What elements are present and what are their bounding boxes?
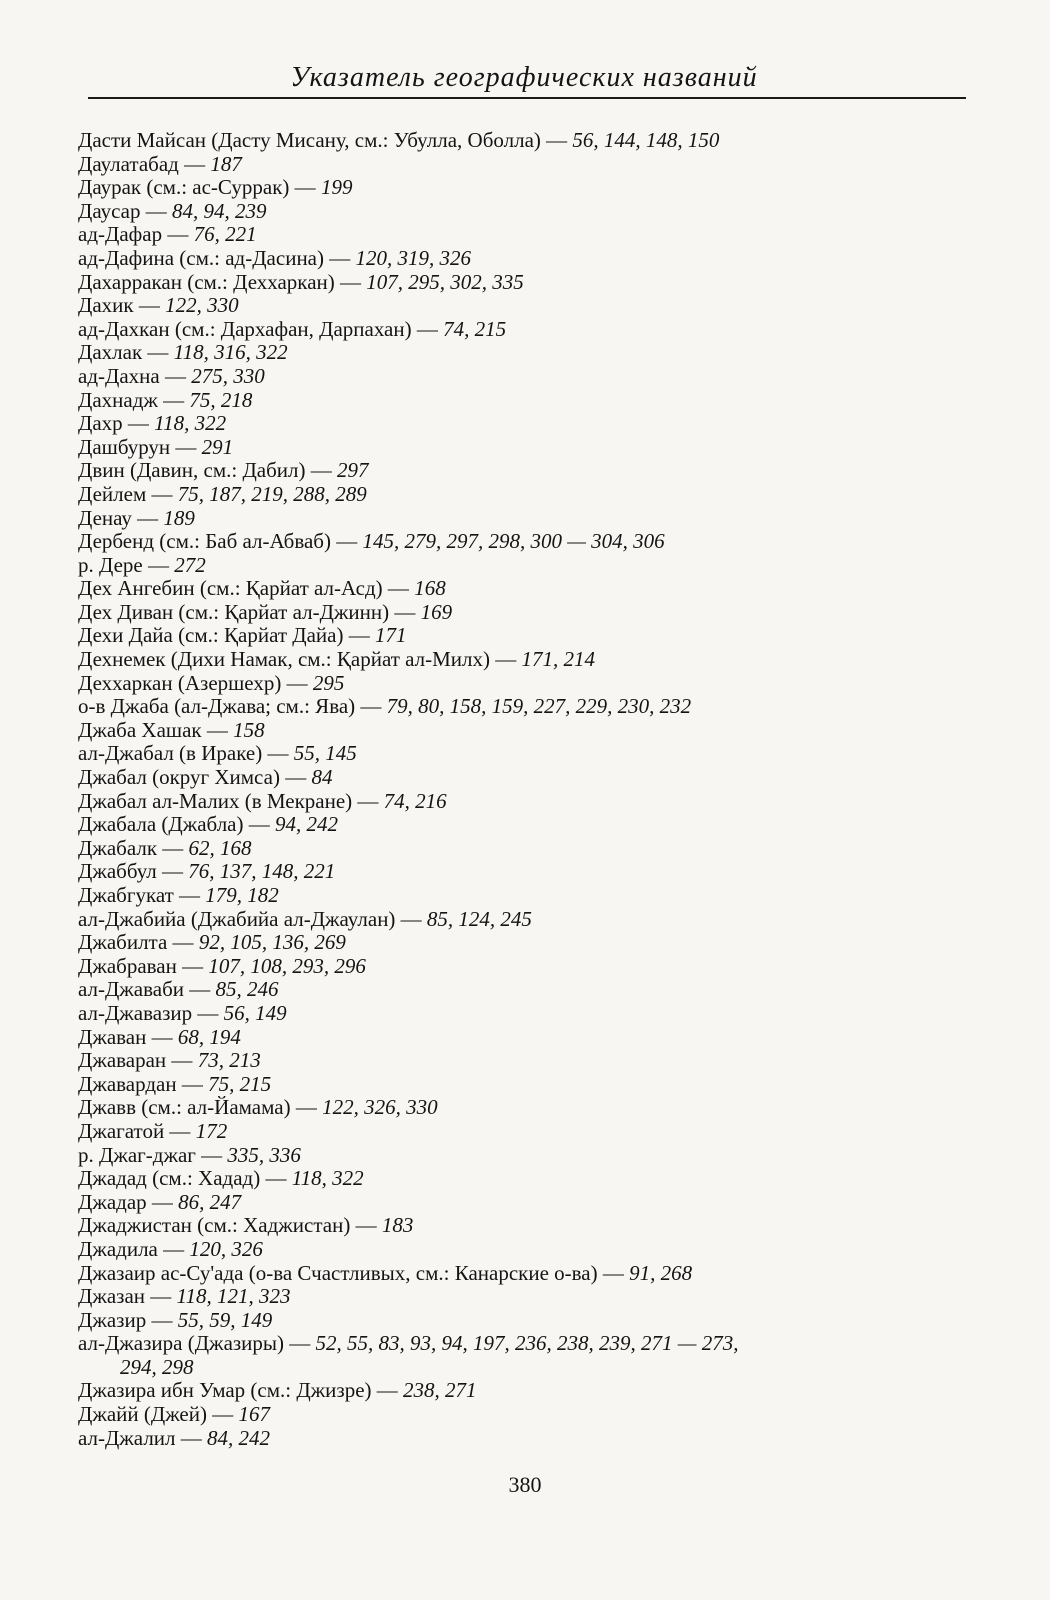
entry-term: ад-Дафина (см.: ад-Дасина) — — [78, 245, 356, 270]
index-entry — [78, 483, 978, 507]
index-entry — [78, 908, 978, 932]
index-entry — [78, 672, 978, 696]
entry-term: Джавв (см.: ал-Йамама) — — [78, 1095, 323, 1120]
entry-term: ал-Джабийа (Джабийа ал-Джаулан) — — [78, 906, 427, 931]
entry-page-refs: 183 — [381, 1213, 414, 1238]
entry-page-refs: 189 — [163, 505, 195, 530]
entry-term: Джабал (округ Химса) — — [78, 765, 312, 790]
entry-term: Джадила — — [78, 1236, 190, 1261]
index-entry — [78, 601, 978, 625]
entry-page-refs: 55, 59, 149 — [177, 1307, 273, 1332]
index-entry — [78, 153, 978, 177]
index-entry — [78, 436, 978, 460]
entry-page-refs: 86, 247 — [178, 1189, 242, 1214]
index-entry — [78, 389, 978, 413]
entry-page-refs: 179, 182 — [205, 883, 279, 907]
index-entry — [78, 223, 978, 247]
entry-page-refs: 94, 242 — [275, 812, 338, 837]
index-entry — [78, 1049, 978, 1073]
entry-page-refs: 118, 316, 322 — [173, 340, 288, 365]
entry-term: ал-Джавазир — — [78, 1000, 224, 1025]
index-entry — [78, 129, 978, 153]
index-entry — [78, 837, 978, 861]
index-entry — [78, 1427, 978, 1451]
entry-page-refs: 122, 326, 330 — [322, 1095, 438, 1120]
entry-term: Джаджистан (см.: Хаджистан) — — [78, 1213, 382, 1238]
entry-page-refs: 122, 330 — [165, 293, 239, 318]
entry-term: Дехнемек (Дихи Намак, см.: Қарйат ал-Милх) — — [78, 647, 522, 672]
index-entry — [78, 719, 978, 743]
entry-page-refs: 91, 268 — [629, 1260, 693, 1285]
entry-term: Джазир — — [78, 1307, 178, 1332]
entry-term: Дахарракан (см.: Деххаркан) — — [78, 269, 367, 294]
entry-page-refs: 335, 336 — [227, 1142, 301, 1167]
entry-page-refs: 52, 55, 83, 93, 94, 197, 236, 238, 239, 271 — 273, — [315, 1331, 739, 1356]
entry-term: Даулатабад — — [78, 151, 211, 176]
index-entry — [78, 695, 978, 719]
entry-page-refs: 118, 322 — [154, 411, 227, 436]
entry-page-refs: 85, 124, 245 — [426, 906, 532, 931]
index-entry — [78, 1191, 978, 1215]
entry-term: ал-Джабал (в Ираке) — — [78, 741, 294, 766]
entry-term: Дахлак — — [78, 340, 174, 365]
entry-page-refs: 75, 187, 219, 288, 289 — [177, 481, 367, 506]
index-entry — [78, 1144, 978, 1168]
entry-term: Дахнадж — — [78, 387, 190, 412]
entry-term: Дасти Майсан (Дасту Мисану, см.: Убулла, Оболла) — — [78, 128, 573, 152]
entry-page-refs: 79, 80, 158, 159, 227, 229, 230, 232 — [386, 694, 692, 719]
page-number: 380 — [508, 1472, 542, 1497]
entry-term: Джазаир ас-Су'ада (о-ва Счастливых, см.: Канарские о-ва) — — [78, 1260, 630, 1285]
entry-page-refs: 84, 94, 239 — [171, 198, 267, 223]
entry-page-refs: 171 — [374, 623, 407, 648]
entry-term: ал-Джазира (Джазиры) — — [78, 1331, 316, 1356]
entry-page-refs: 169 — [420, 599, 453, 624]
entry-page-refs: 167 — [238, 1402, 270, 1427]
entry-page-refs: 120, 319, 326 — [355, 245, 471, 270]
entry-term: Двин (Давин, см.: Дабил) — — [78, 458, 337, 483]
entry-term: Джавардан — — [78, 1071, 209, 1096]
entry-page-refs: 85, 246 — [215, 977, 279, 1002]
entry-term: Джабал ал-Малих (в Мекране) — — [78, 788, 384, 813]
entry-term: Джабгукат — — [78, 883, 206, 907]
entry-page-refs: 74, 215 — [443, 316, 507, 341]
entry-term: Денау — — [78, 505, 164, 530]
entry-term: Джайй (Джей) — — [78, 1402, 239, 1427]
entry-term: Джагатой — — [78, 1118, 196, 1143]
entry-term: Джабала (Джабла) — — [78, 812, 275, 837]
entry-term: Деххаркан (Азершехр) — — [78, 670, 313, 695]
index-entry — [78, 554, 978, 578]
entry-page-refs: 84 — [311, 765, 333, 790]
entry-page-refs: 187 — [210, 151, 242, 176]
entry-page-refs: 76, 137, 148, 221 — [188, 859, 336, 884]
index-entry — [78, 766, 978, 790]
index-entry — [78, 1379, 978, 1403]
entry-term: Джаббул — — [78, 859, 189, 884]
entry-page-refs: 76, 221 — [193, 222, 257, 247]
index-entry — [78, 624, 978, 648]
index-entry — [78, 742, 978, 766]
entry-term: Джабалк — — [78, 835, 189, 860]
index-entry — [78, 1002, 978, 1026]
index-entry — [78, 884, 978, 908]
entry-page-refs: 73, 213 — [197, 1048, 261, 1073]
index-entry — [78, 530, 978, 554]
entry-term: Джаван — — [78, 1024, 178, 1049]
running-title: Указатель географических названий — [290, 62, 758, 93]
index-entry — [78, 1096, 978, 1120]
index-entry — [78, 648, 978, 672]
entry-page-refs: 55, 145 — [293, 741, 357, 766]
index-entry — [78, 200, 978, 224]
entry-page-refs: 168 — [414, 576, 446, 601]
index-entry — [78, 790, 978, 814]
entry-page-refs: 172 — [195, 1118, 228, 1143]
entry-term: Джазира ибн Умар (см.: Джизре) — — [78, 1378, 404, 1403]
index-entry — [78, 1332, 978, 1379]
index-entry — [78, 459, 978, 483]
index-entry — [78, 318, 978, 342]
entry-term: р. Джаг-джаг — — [78, 1142, 228, 1167]
index-entry — [78, 341, 978, 365]
entry-page-refs: 295 — [312, 670, 345, 695]
entry-page-refs: 199 — [320, 175, 353, 200]
index-entry — [78, 507, 978, 531]
entry-term: ал-Джаваби — — [78, 977, 216, 1002]
index-entry — [78, 978, 978, 1002]
entry-page-refs: 118, 121, 323 — [176, 1284, 291, 1309]
entry-term: Дахр — — [78, 411, 155, 436]
index-entry — [78, 1285, 978, 1309]
entry-page-refs: 84, 242 — [207, 1425, 271, 1450]
entry-page-refs: 158 — [233, 717, 265, 742]
entry-page-refs: 107, 108, 293, 296 — [208, 953, 366, 978]
entry-term: р. Дере — — [78, 552, 175, 577]
index-entry-list — [78, 129, 978, 1450]
index-entry — [78, 1403, 978, 1427]
index-entry — [78, 931, 978, 955]
index-entry — [78, 365, 978, 389]
index-entry — [78, 1214, 978, 1238]
entry-page-refs: 75, 218 — [189, 387, 253, 412]
index-entry — [78, 1073, 978, 1097]
entry-term: Дех Диван (см.: Қарйат ал-Джинн) — — [78, 599, 421, 624]
entry-page-refs: 56, 144, 148, 150 — [572, 128, 720, 152]
entry-term: ад-Дафар — — [78, 222, 194, 247]
entry-page-refs: 118, 322 — [291, 1166, 364, 1191]
index-entry — [78, 1238, 978, 1262]
entry-page-refs: 297 — [336, 458, 369, 483]
entry-page-refs: 291 — [201, 434, 234, 459]
entry-term: Дербенд (см.: Баб ал-Абваб) — — [78, 529, 363, 554]
index-entry — [78, 412, 978, 436]
entry-page-refs: 56, 149 — [223, 1000, 287, 1025]
entry-page-refs: 171, 214 — [521, 647, 596, 672]
entry-term: Джадар — — [78, 1189, 179, 1214]
index-entry — [78, 860, 978, 884]
index-entry — [78, 1167, 978, 1191]
entry-page-refs: 238, 271 — [403, 1378, 477, 1403]
header-rule — [88, 97, 966, 99]
entry-term: ал-Джалил — — [78, 1425, 208, 1450]
entry-term: Дашбурун — — [78, 434, 202, 459]
entry-page-refs-continuation: 294, 298 — [120, 1354, 194, 1379]
entry-term: Дех Ангебин (см.: Қарйат ал-Асд) — — [78, 576, 415, 601]
entry-term: Джадад (см.: Хадад) — — [78, 1166, 292, 1191]
entry-page-refs: 272 — [174, 552, 206, 577]
entry-term: Джаваран — — [78, 1048, 198, 1073]
index-entry — [78, 813, 978, 837]
entry-term: Дейлем — — [78, 481, 178, 506]
entry-term: Даусар — — [78, 198, 172, 223]
index-entry — [78, 1262, 978, 1286]
entry-term: Даурак (см.: ас-Суррак) — — [78, 175, 321, 200]
entry-term: Дахик — — [78, 293, 166, 318]
index-entry — [78, 176, 978, 200]
index-entry — [78, 955, 978, 979]
index-entry — [78, 1309, 978, 1333]
entry-page-refs: 120, 326 — [189, 1236, 263, 1261]
index-entry — [78, 271, 978, 295]
entry-term: ад-Дахна — — [78, 363, 192, 388]
entry-page-refs: 145, 279, 297, 298, 300 — 304, 306 — [362, 529, 665, 554]
entry-page-refs: 68, 194 — [177, 1024, 241, 1049]
index-entry — [78, 294, 978, 318]
entry-page-refs: 75, 215 — [208, 1071, 272, 1096]
entry-page-refs: 275, 330 — [191, 363, 265, 388]
entry-page-refs: 74, 216 — [383, 788, 447, 813]
entry-page-refs: 62, 168 — [188, 835, 252, 860]
entry-page-refs: 92, 105, 136, 269 — [198, 930, 346, 955]
entry-term: Джаба Хашак — — [78, 717, 234, 742]
entry-term: Джабраван — — [78, 953, 209, 978]
entry-term: ад-Дахкан (см.: Дархафан, Дарпахан) — — [78, 316, 444, 341]
entry-term: о-в Джаба (ал-Джава; см.: Ява) — — [78, 694, 387, 719]
index-entry — [78, 1120, 978, 1144]
index-entry — [78, 1026, 978, 1050]
entry-term: Джазан — — [78, 1284, 177, 1309]
index-entry — [78, 247, 978, 271]
index-entry — [78, 577, 978, 601]
entry-term: Дехи Дайа (см.: Қарйат Дайа) — — [78, 623, 375, 648]
entry-page-refs: 107, 295, 302, 335 — [366, 269, 524, 294]
entry-term: Джабилта — — [78, 930, 199, 955]
